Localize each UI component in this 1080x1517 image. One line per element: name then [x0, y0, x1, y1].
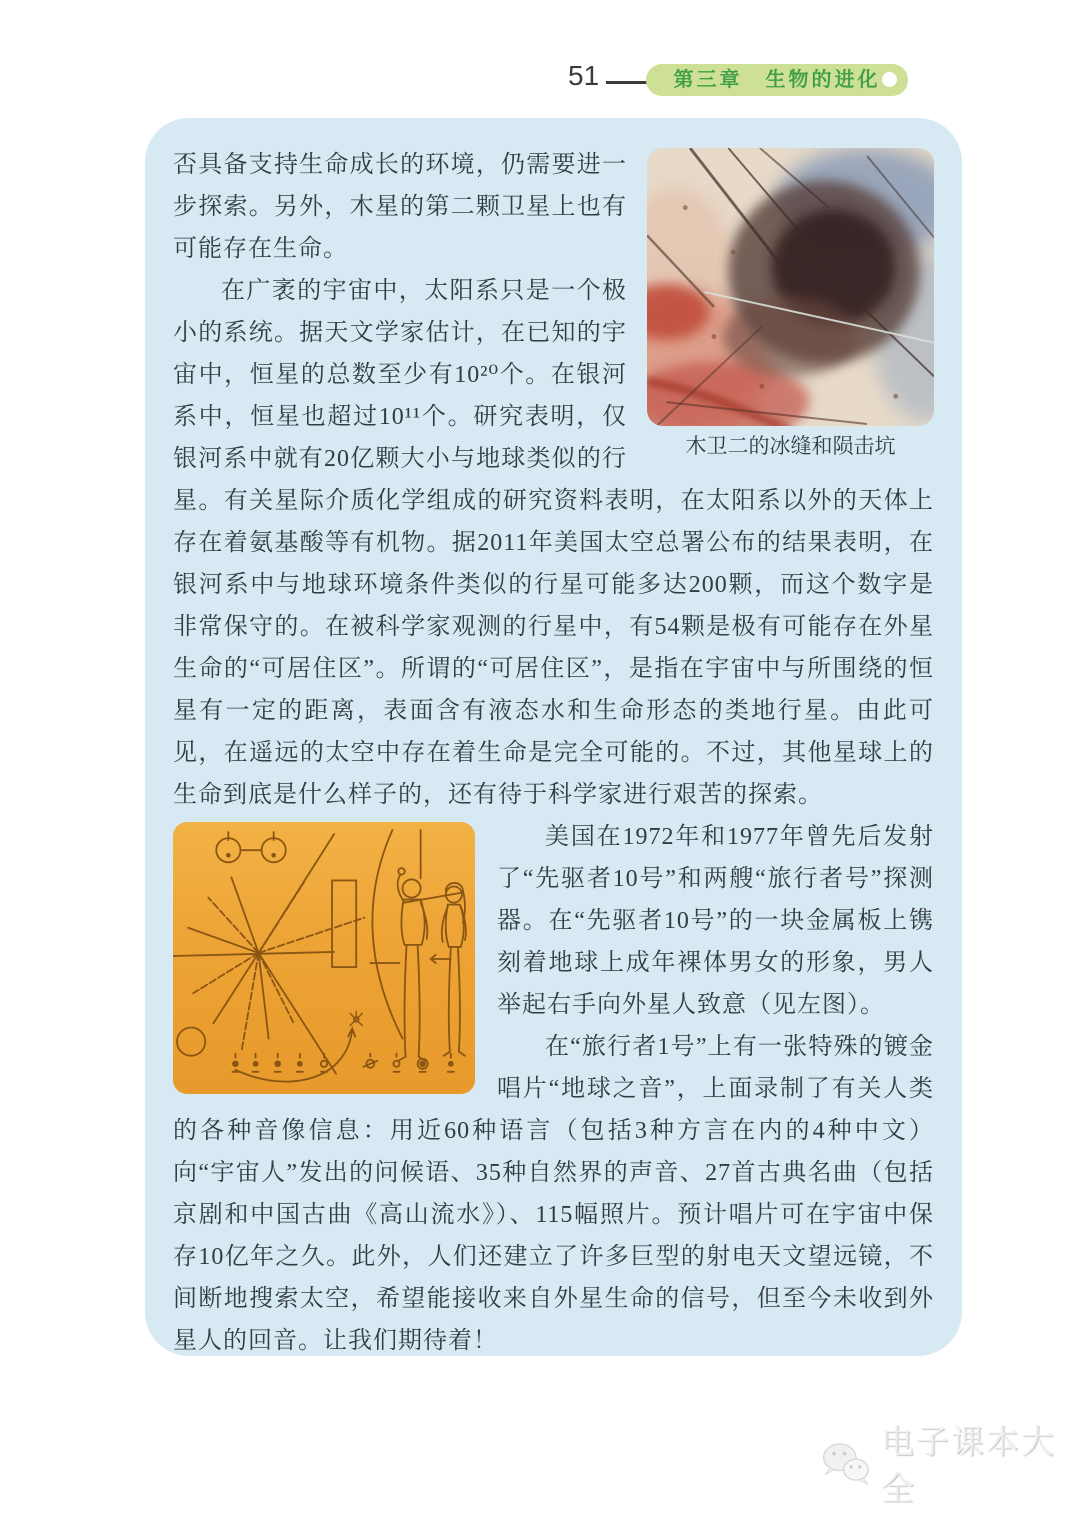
pioneer-plaque-image: [173, 822, 475, 1094]
chapter-banner: [646, 64, 908, 96]
paragraph-pioneer: 美国在1972年和1977年曾先后发射了“先驱者10号”和两艘“旅行者号”探测器。在“先驱者10号”的一块金属板上镌刻着地球上成年裸体男女的形象，男人举起右手向外星人致意（见左图）。: [497, 824, 934, 1018]
wechat-icon: [818, 1438, 873, 1488]
figure-europa: [647, 148, 934, 461]
paragraph-universe: 在广袤的宇宙中，太阳系只是一个极小的系统。据天文学家估计，在已知的宇宙中，恒星的总数至少有10²⁰个。在银河系中，恒星也超过10¹¹个。研究表明，仅银河系中就有20亿颗大小与地球类似的行星。有关星际介质化学组成的研究资料表明，在太阳系以外的天体上存在着氨基酸等有机物。据2011年美国太空总署公布的结果表明，在银河系中与地球环境条件类似的行星可能多达200颗，而这个数字是非常保守的。在被科学家观测的行星中，有54颗是极有可能存在外星生命的“可居住区”。所谓的“可居住区”，是指在宇宙中与所围绕的恒星有一定的距离，表面含有液态水和生命形态的类地行星。由此可见，在遥远的太空中存在着生命是完全可能的。不过，其他星球上的生命到底是什么样子的，还有待于科学家进行艰苦的探索。: [173, 278, 934, 808]
header-rule-line: [606, 81, 648, 84]
figure-pioneer-plaque: [173, 822, 475, 1094]
banner-dot-icon: [882, 72, 897, 87]
watermark-label: 电子课本大全: [880, 1423, 1056, 1507]
content-panel: [145, 118, 962, 1356]
europa-caption: 木卫二的冰缝和陨击坑: [685, 434, 896, 458]
paragraph-continuation: 否具备支持生命成长的环境，仍需要进一步探索。另外，木星的第二颗卫星上也有可能存在生命。: [173, 152, 627, 262]
paragraph-voyager: 在“旅行者1号”上有一张特殊的镀金唱片“地球之音”，上面录制了有关人类的各种音像信息：用近60种语言（包括3种方言在内的4种中文）向“宇宙人”发出的问候语、35种自然界的声音、27首古典名曲（包括京剧和中国古曲《高山流水》）、115幅照片。预计唱片可在宇宙中保存10亿年之久。此外，人们还建立了许多巨型的射电天文望远镜，不间断地搜索太空，希望能接收来自外星生命的信号，但至今未收到外星人的回音。让我们期待着！: [173, 1034, 934, 1354]
europa-photo: [647, 148, 934, 426]
chapter-title: 第三章 生物的进化: [673, 69, 881, 91]
watermark: [818, 1416, 1080, 1510]
page-number: 51: [568, 60, 600, 91]
